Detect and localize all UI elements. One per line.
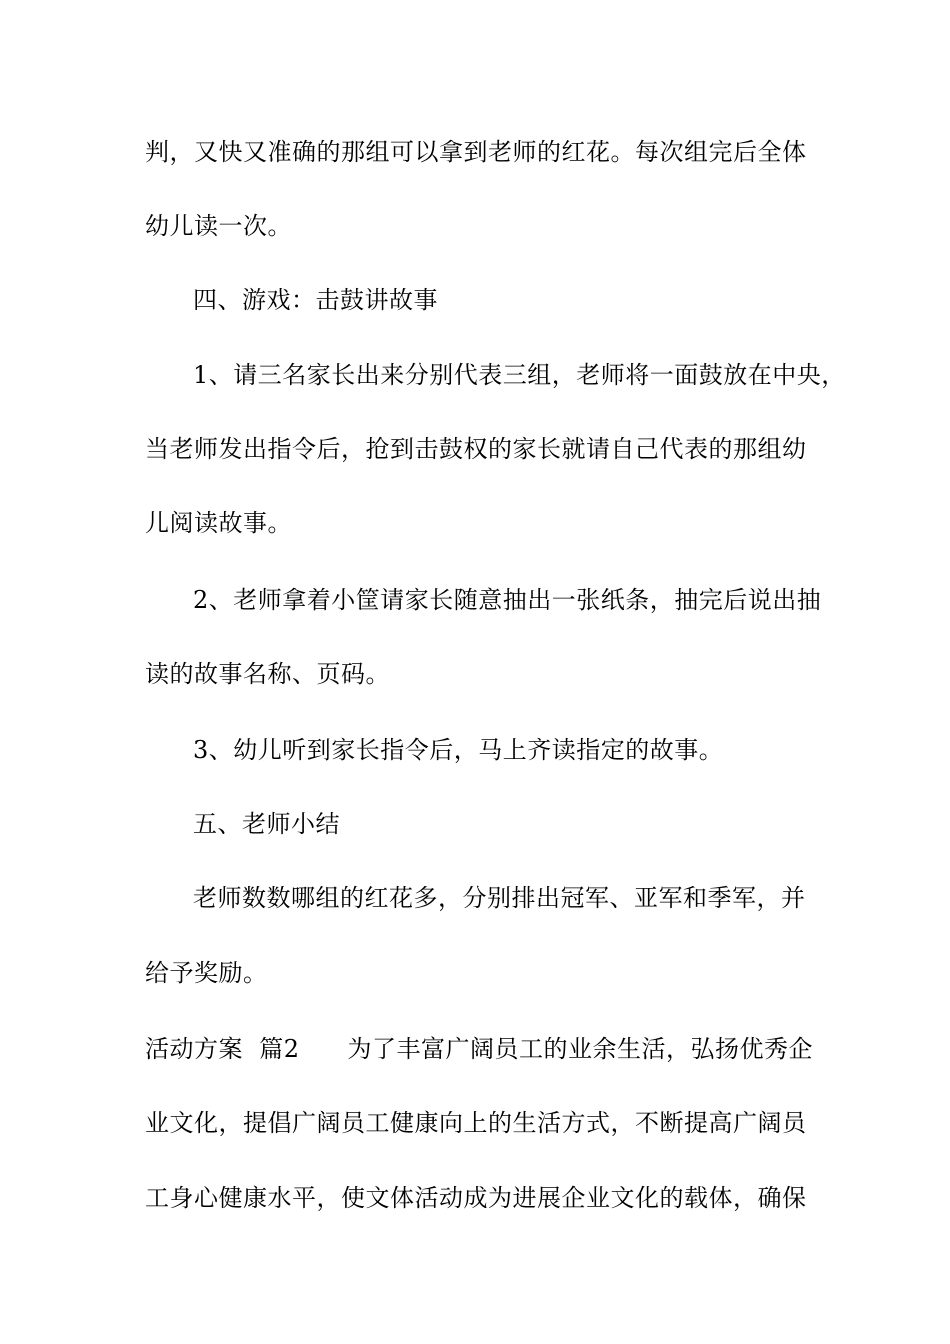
paragraph-line: 幼儿读一次。 bbox=[145, 212, 292, 240]
section-heading-line bbox=[145, 1034, 813, 1064]
paragraph-line: 老师数数哪组的红花多，分别排出冠军、亚军和季军，并 bbox=[193, 884, 806, 912]
section-heading-summary: 五、老师小结 bbox=[193, 810, 340, 838]
paragraph-line: 当老师发出指令后，抢到击鼓权的家长就请自己代表的那组幼 bbox=[145, 435, 807, 463]
section-heading-game: 四、游戏：击鼓讲故事 bbox=[193, 286, 438, 314]
paragraph-line: 1、请三名家长出来分别代表三组，老师将一面鼓放在中央， bbox=[193, 361, 846, 389]
paragraph-line: 给予奖励。 bbox=[145, 959, 268, 987]
paragraph-line: 读的故事名称、页码。 bbox=[145, 660, 390, 688]
paragraph-line: 儿阅读故事。 bbox=[145, 509, 292, 537]
paragraph-line: 工身心健康水平，使文体活动成为进展企业文化的载体，确保 bbox=[145, 1184, 807, 1212]
section-heading: 活动方案 篇2 bbox=[145, 1035, 300, 1063]
paragraph-line: 业文化，提倡广阔员工健康向上的生活方式，不断提高广阔员 bbox=[145, 1109, 807, 1137]
paragraph-line: 3、幼儿听到家长指令后，马上齐读指定的故事。 bbox=[193, 736, 724, 764]
paragraph-line: 2、老师拿着小筐请家长随意抽出一张纸条，抽完后说出抽 bbox=[193, 586, 822, 614]
section-first-line: 为了丰富广阔员工的业余生活，弘扬优秀企 bbox=[347, 1035, 814, 1063]
paragraph-line: 判，又快又准确的那组可以拿到老师的红花。每次组完后全体 bbox=[145, 138, 807, 166]
